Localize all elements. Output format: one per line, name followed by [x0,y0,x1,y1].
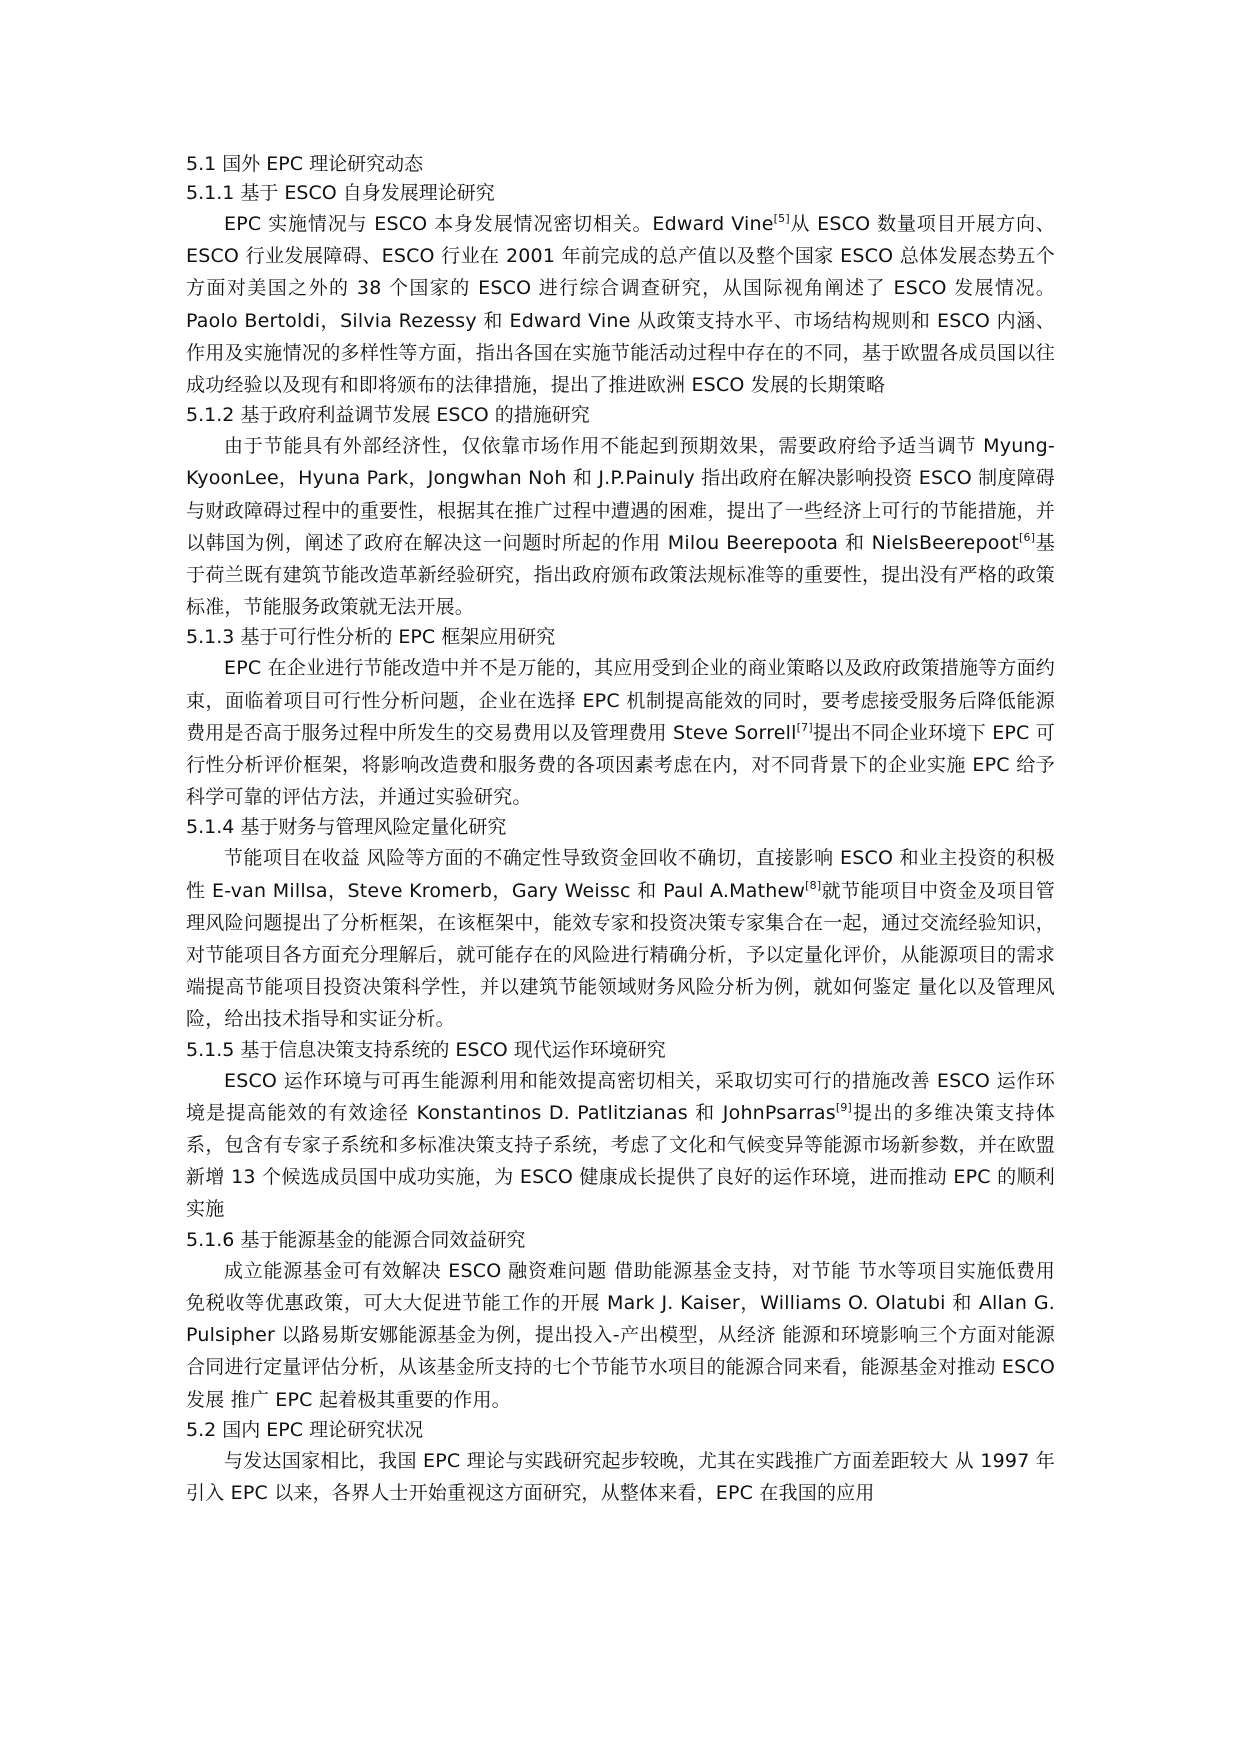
body-paragraph [186,652,1055,813]
citation-marker: [9] [835,1100,853,1114]
document-body [186,150,1055,1509]
paragraph-text: 基于荷兰既有建筑节能改造革新经验研究，指出政府颁布政策法规标准等的重要性，提出没有严格的政策标准，节能服务政策就无法开展。 [186,531,1055,619]
citation-marker: [7] [796,720,813,734]
paragraph-text: 与发达国家相比，我国 EPC 理论与实践研究起步较晚，尤其在实践推广方面差距较大 从 1997 年引入 EPC 以来，各界人士开始重视这方面研究，从整体来看，EPC 在我国的应用 [186,1449,1055,1504]
paragraph-text: EPC 实施情况与 ESCO 本身发展情况密切相关。Edward Vine [224,213,774,235]
paragraph-text: 提出的多维决策支持体系，包含有专家子系统和多标准决策支持子系统，考虑了文化和气候变异等能源市场新参数，并在欧盟新增 13 个候选成员国中成功实施，为 ESCO 健康成长提供了良好的运作环境，进而推动 EPC 的顺利实施 [186,1101,1055,1221]
body-paragraph [186,1255,1055,1416]
body-paragraph [186,208,1055,401]
section-heading: 5.1.4 基于财务与管理风险定量化研究 [186,816,507,839]
paragraph-text: ESCO 运作环境与可再生能源利用和能效提高密切相关，采取切实可行的措施改善 ESCO 运作环境是提高能效的有效途径 Konstantinos D. Patlitzianas 和 JohnPsarras [186,1069,1055,1124]
section-heading: 5.1.2 基于政府利益调节发展 ESCO 的措施研究 [186,404,590,427]
section-heading: 5.1.1 基于 ESCO 自身发展理论研究 [186,182,495,204]
paragraph-text: 提出不同企业环境下 EPC 可行性分析评价框架，将影响改造费和服务费的各项因素考虑在内，对不同背景下的企业实施 EPC 给予科学可靠的评估方法，并通过实验研究。 [186,721,1055,809]
section-heading: 5.1.6 基于能源基金的能源合同效益研究 [186,1228,526,1251]
body-paragraph [186,842,1055,1035]
citation-marker: [8] [805,878,822,892]
paragraph-text: 由于节能具有外部经济性，仅依靠市场作用不能起到预期效果，需要政府给予适当调节 Myung-KyoonLee，Hyuna Park，Jongwhan Noh 和 J.P.Painuly 指出政府在解决影响投资 ESCO 制度障碍与财政障碍过程中的重要性，根据其在推广过程中遭遇的困难，提出了一些经济上可行的节能措施，并以韩国为例，阐述了政府在解决这一问题时所起的作用 Milou Beerepoota 和 NielsBeerepoot [186,435,1055,554]
body-paragraph [186,430,1055,623]
paragraph-text: 成立能源基金可有效解决 ESCO 融资难问题 借助能源基金支持，对节能 节水等项目实施低费用 免税收等优惠政策，可大大促进节能工作的开展 Mark J. Kaiser，Williams O. Olatubi 和 Allan G. Pulsipher 以路易斯安娜能源基金为例，提出投入-产出模型，从经济 能源和环境影响三个方面对能源合同进行定量评估分析，从该基金所支持的七个节能节水项目的能源合同来看，能源基金对推动 ESCO 发展 推广 EPC 起着极其重要的作用。 [186,1259,1055,1411]
paragraph-text: 从 ESCO 数量项目开展方向、ESCO 行业发展障碍、ESCO 行业在 2001 年前完成的总产值以及整个国家 ESCO 总体发展态势五个方面对美国之外的 38 个国家的 ESCO 进行综合调查研究，从国际视角阐述了 ESCO 发展情况。Paolo Bertoldi，Silvia Rezessy 和 Edward Vine 从政策支持水平、市场结构规则和 ESCO 内涵、作用及实施情况的多样性等方面，指出各国在实施节能活动过程中存在的不同，基于欧盟各成员国以往成功经验以及现有和即将颁布的法律措施，提出了推进欧洲 ESCO 发展的长期策略 [186,213,1056,397]
section-heading: 5.2 国内 EPC 理论研究状况 [186,1418,424,1441]
paragraph-text: 节能项目在收益 风险等方面的不确定性导致资金回收不确切，直接影响 ESCO 和业主投资的积极性 E-van Millsa，Steve Kromerb，Gary Weissc 和 Paul A.Mathew [186,847,1055,902]
paragraph-text: 就节能项目中资金及项目管理风险问题提出了分析框架，在该框架中，能效专家和投资决策专家集合在一起，通过交流经验知识，对节能项目各方面充分理解后，就可能存在的风险进行精确分析，予以定量化评价，从能源项目的需求端提高节能项目投资决策科学性，并以建筑节能领域财务风险分析为例，就如何鉴定 量化以及管理风险，给出技术指导和实证分析。 [186,879,1056,1031]
section-heading: 5.1.5 基于信息决策支持系统的 ESCO 现代运作环境研究 [186,1038,666,1061]
citation-marker: [5] [773,212,790,225]
body-paragraph [186,1445,1055,1509]
citation-marker: [6] [1019,530,1036,544]
paragraph-text: EPC 在企业进行节能改造中并不是万能的，其应用受到企业的商业策略以及政府政策措施等方面约束，面临着项目可行性分析问题，企业在选择 EPC 机制提高能效的同时，要考虑接受服务后降低能源费用是否高于服务过程中所发生的交易费用以及管理费用 Steve Sorrell [186,657,1055,744]
section-heading: 5.1 国外 EPC 理论研究动态 [186,153,424,175]
body-paragraph [186,1065,1055,1226]
section-heading: 5.1.3 基于可行性分析的 EPC 框架应用研究 [186,626,556,649]
